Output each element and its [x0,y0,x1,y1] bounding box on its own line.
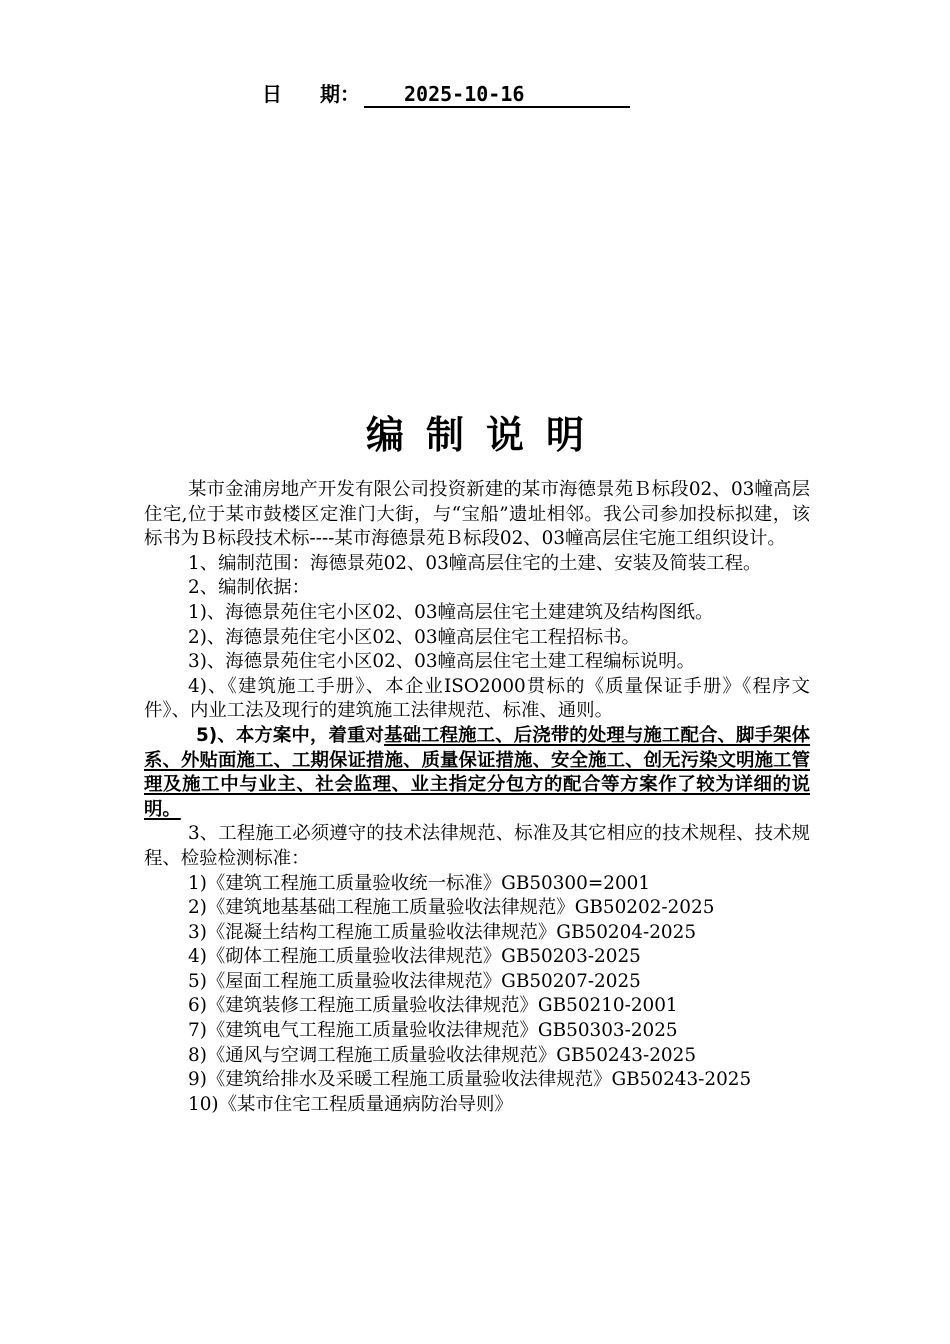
basis-item-3: 3)、海德景苑住宅小区02、03幢高层住宅土建工程编标说明。 [188,651,696,673]
basis-item-4: 4)、《建筑施工手册》、本企业ISO2000贯标的《质量保证手册》《程序文件》、内业工法及现行的建筑施工法律规范、标准、通则。 [144,675,810,722]
standard-item-7: 7)《建筑电气工程施工质量验收法律规范》GB50303-2025 [188,1020,678,1042]
intro-paragraph: 某市金浦房地产开发有限公司投资新建的某市海德景苑Ｂ标段02、03幢高层住宅,位于某市鼓楼区定淮门大街，与“宝船”遗址相邻。我公司参加投标拟建，该标书为Ｂ标段技术标----某市海德景苑Ｂ标段02、03幢高层住宅施工组织设计。 [144,479,810,550]
date-value: 2025-10-16 [364,82,630,108]
page-title: 编制说明 [365,412,606,457]
standard-item-10: 10)《某市住宅工程质量通病防治导则》 [188,1093,513,1115]
standard-item-3: 3)《混凝土结构工程施工质量验收法律规范》GB50204-2025 [188,921,697,943]
date-label: 日 期： [262,82,360,106]
document-body [144,478,810,1117]
standard-item-5: 5)《屋面工程施工质量验收法律规范》GB50207-2025 [188,970,641,992]
standard-item-1: 1)《建筑工程施工质量验收统一标准》GB50300=2001 [188,872,651,894]
basis-item-5-underlined: 基础工程施工、后浇带的处理与施工配合、脚手架体系、外贴面施工、工期保证措施、质量保证措施、安全施工、创无污染文明施工管理及施工中与业主、社会监理、业主指定分包方的配合等方案作了较为详细的说明。 [144,724,810,820]
basis-item-2: 2)、海德景苑住宅小区02、03幢高层住宅工程招标书。 [188,626,640,648]
standard-item-4: 4)《砌体工程施工质量验收法律规范》GB50203-2025 [188,946,641,968]
standards-heading: 3、工程施工必须遵守的技术法律规范、标准及其它相应的技术规程、技术规程、检验检测标准： [144,823,810,869]
date-line [262,78,630,108]
scope-paragraph: 1、编制范围：海德景苑02、03幢高层住宅的土建、安装及简装工程。 [188,552,762,574]
basis-heading: 2、编制依据： [188,577,311,599]
standard-item-8: 8)《通风与空调工程施工质量验收法律规范》GB50243-2025 [188,1044,697,1066]
standard-item-6: 6)《建筑装修工程施工质量验收法律规范》GB50210-2001 [188,995,678,1017]
standard-item-2: 2)《建筑地基基础工程施工质量验收法律规范》GB50202-2025 [188,897,715,919]
basis-item-5-prefix: 5)、本方案中，着重对 [196,724,385,746]
basis-item-1: 1)、海德景苑住宅小区02、03幢高层住宅土建建筑及结构图纸。 [188,601,714,623]
standard-item-9: 9)《建筑给排水及采暖工程施工质量验收法律规范》GB50243-2025 [188,1069,752,1091]
basis-item-5 [144,724,810,822]
